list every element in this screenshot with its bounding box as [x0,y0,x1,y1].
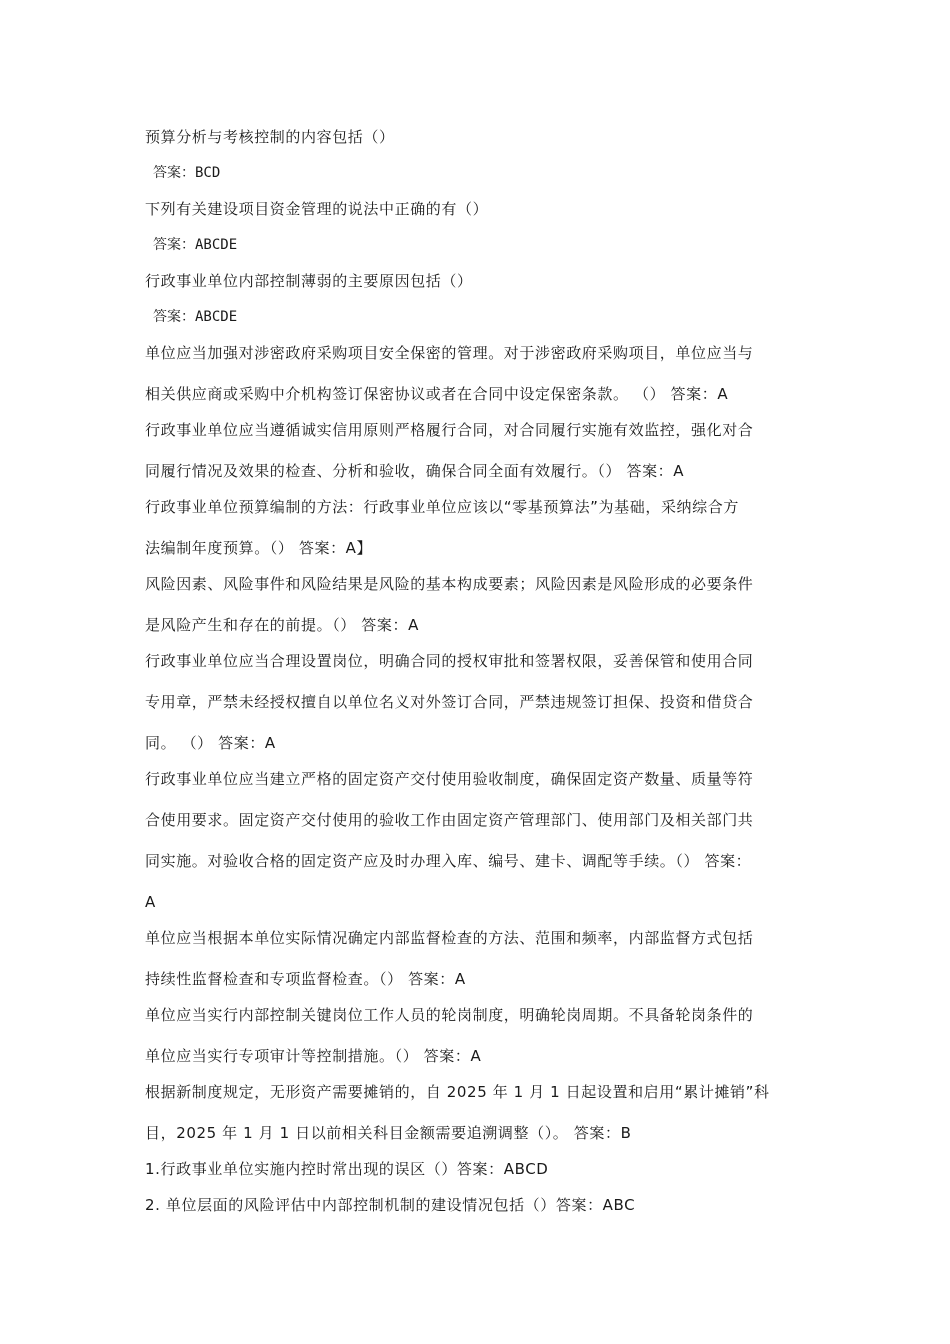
question-text: 根据新制度规定，无形资产需要摊销的，自 2025 年 1 月 1 日起设置和启用“累计摊销”科 [145,1083,770,1101]
question-text: 单位应当根据本单位实际情况确定内部监督检查的方法、范围和频率，内部监督方式包括 [145,929,754,947]
answer-text: A [145,893,156,911]
question-text: 风险因素、风险事件和风险结果是风险的基本构成要素；风险因素是风险形成的必要条件 [145,575,754,593]
question-text: 行政事业单位应当建立严格的固定资产交付使用验收制度，确保固定资产数量、质量等符 [145,770,754,788]
question-text: 行政事业单位应当遵循诚实信用原则严格履行合同，对合同履行实施有效监控，强化对合 [145,421,754,439]
question-text: 2. 单位层面的风险评估中内部控制机制的建设情况包括（）答案：ABC [145,1196,636,1214]
question-text: 单位应当加强对涉密政府采购项目安全保密的管理。对于涉密政府采购项目，单位应当与 [145,344,754,362]
question-text: 是风险产生和存在的前提。（） 答案：A [145,616,419,634]
question-text: 专用章，严禁未经授权擅自以单位名义对外签订合同，严禁违规签订担保、投资和借贷合 [145,693,754,711]
question-text: 法编制年度预算。（） 答案：A】 [145,539,373,557]
question-text: 单位应当实行专项审计等控制措施。（） 答案：A [145,1047,482,1065]
question-text: 同。 （） 答案：A [145,734,276,752]
question-text: 同实施。对验收合格的固定资产应及时办理入库、编号、建卡、调配等手续。（） 答案： [145,852,752,870]
question-text: 持续性监督检查和专项监督检查。（） 答案：A [145,970,466,988]
question-text: 下列有关建设项目资金管理的说法中正确的有（） [145,200,489,218]
question-text: 预算分析与考核控制的内容包括（） [145,128,395,146]
question-text: 行政事业单位预算编制的方法：行政事业单位应该以“零基预算法”为基础，采纳综合方 [145,498,739,516]
question-text: 行政事业单位内部控制薄弱的主要原因包括（） [145,272,473,290]
question-text: 单位应当实行内部控制关键岗位工作人员的轮岗制度，明确轮岗周期。不具备轮岗条件的 [145,1006,754,1024]
question-text: 行政事业单位应当合理设置岗位，明确合同的授权审批和签署权限，妥善保管和使用合同 [145,652,754,670]
answer-text: 答案：BCD [153,165,221,181]
question-text: 目，2025 年 1 月 1 日以前相关科目金额需要追溯调整（）。 答案：B [145,1124,632,1142]
answer-text: 答案：ABCDE [153,237,238,253]
answer-text: 答案：ABCDE [153,309,238,325]
question-text: 同履行情况及效果的检查、分析和验收，确保合同全面有效履行。（） 答案：A [145,462,685,480]
question-text: 相关供应商或采购中介机构签订保密协议或者在合同中设定保密条款。 （） 答案：A [145,385,729,403]
question-text: 合使用要求。固定资产交付使用的验收工作由固定资产管理部门、使用部门及相关部门共 [145,811,754,829]
question-text: 1.行政事业单位实施内控时常出现的误区（）答案：ABCD [145,1160,549,1178]
